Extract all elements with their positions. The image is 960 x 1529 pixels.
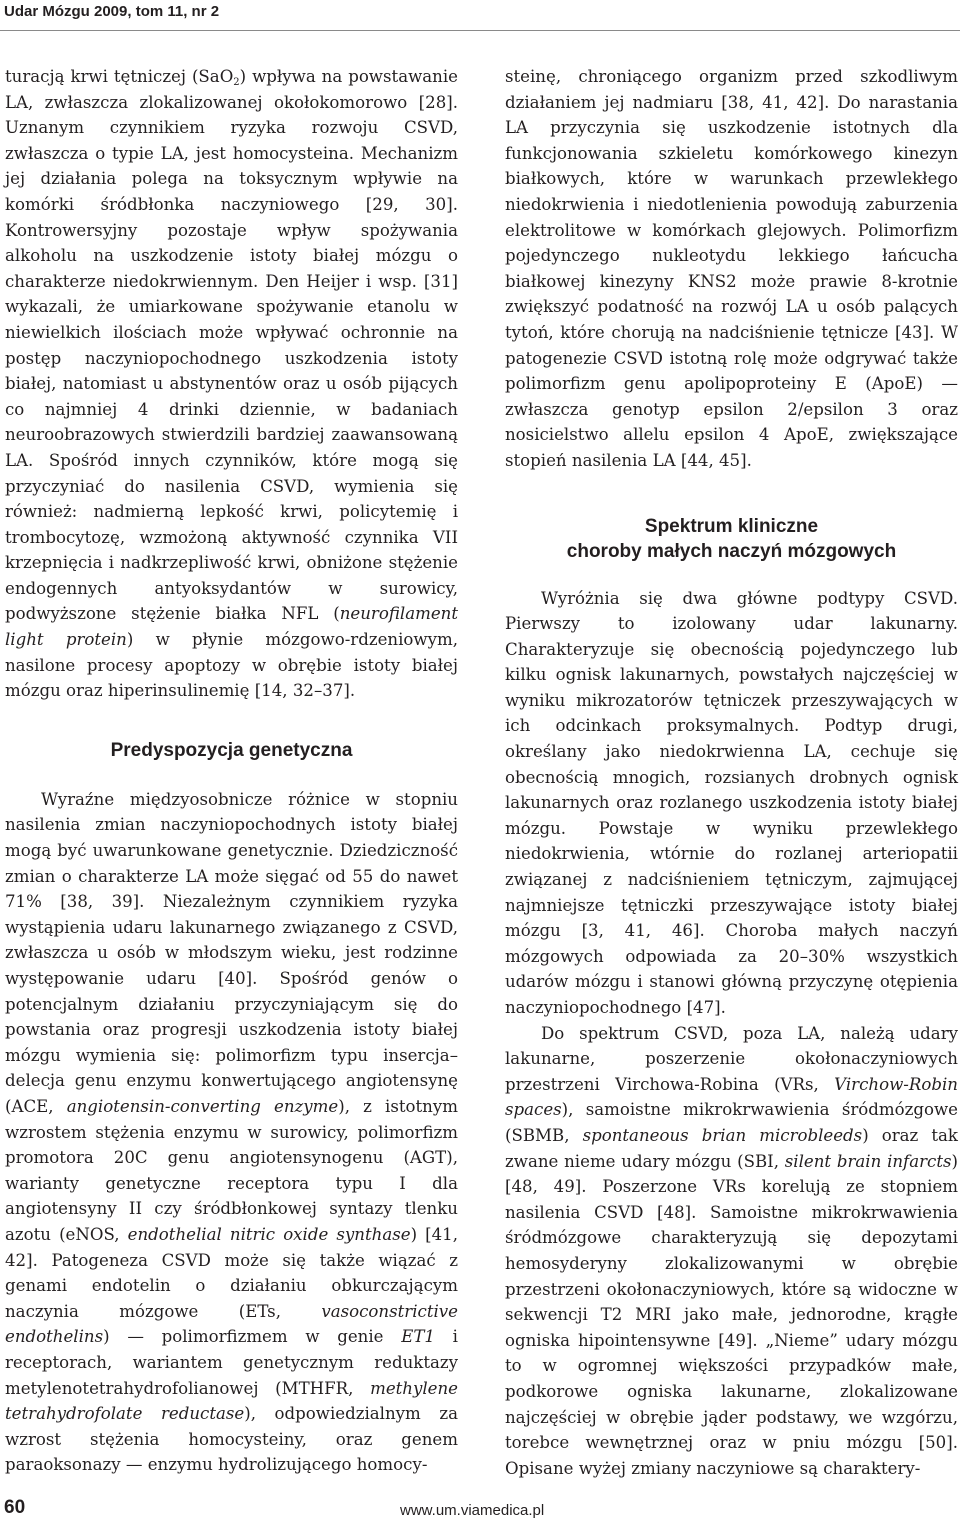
- footer-url[interactable]: www.um.viamedica.pl: [400, 1502, 545, 1519]
- paragraph-text: ) [48, 49]. Poszerzone VRs korelują ze stopniem nasilenia CSVD [48]. Samoistne mikrokrwawienia śródmózgowe charakteryzują się depozytami hemosyderyny zlokalizowanymi w obrębie przestrzeni okołonaczyniowych, które są widoczne w sekwencji T2 MRI jako małe, jednorodne, krągłe ogniska hipointensywne [49]. „Nieme” udary mózgu to w ogromnej większości przypadków małe, podkorowe ogniska lakunarne, zlokalizowane najczęściej w obrębie jąder podstawy, we wzgórzu, torebce wewnętrznej oraz w pniu mózgu [50]. Opisane wyżej zmiany naczyniowe są charaktery-: [505, 1151, 958, 1478]
- italic-term: Virchow-Robin spaces: [505, 1074, 958, 1120]
- paragraph-text: Do spektrum CSVD, poza LA, należą udary lakunarne, poszerzenie okołonaczyniowych przestrzeni Virchowa-Robina (VRs,: [505, 1023, 958, 1094]
- right-column: [505, 64, 958, 1481]
- paragraph-genetics-continued: steinę, chroniącego organizm przed szkodliwym działaniem jej nadmiaru [38, 41, 42]. Do narastania LA przyczynia się uszkodzenie istotnych dla funkcjonowania szkieletu komórkowego kinezyn białkowych, które w warunkach przewlekłego niedokrwienia i niedotlenienia powodują zaburzenia elektrolitowe w komórkach glejowych. Polimorfizm pojedynczego nukleotydu lekkiego łańcucha białkowej kinezyny KNS2 może prawie 8-krotnie zwiększyć podatność na rozwój LA u osób palących tytoń, które chorują na nadciśnienie tętnicze [43]. W patogenezie CSVD istotną rolę może odgrywać także polimorfizm genu apolipoproteiny E (ApoE) — zwłaszcza genotyp epsilon 2/epsilon 3 oraz nosicielstwo allelu epsilon 4 ApoE, zwiększające stopień nasilenia LA [44, 45].: [505, 67, 958, 470]
- heading-line: choroby małych naczyń mózgowych: [566, 540, 897, 562]
- italic-term: methylene tetrahydrofolate reductase: [5, 1378, 458, 1424]
- paragraph-spectrum: [505, 1021, 958, 1482]
- header-divider: [0, 30, 960, 31]
- italic-term: silent brain infarcts: [784, 1151, 952, 1171]
- paragraph-risk-factors: [5, 64, 458, 704]
- paragraph-text: ), z istotnym wzrostem stężenia enzymu w surowicy, polimorfizm promotora 20C genu angiotensynogenu (AGT), warianty genetyczne receptora typu I dla angiotensyny II czy śródbłonkowej syntazy tlenku azotu (eNOS,: [5, 1096, 458, 1244]
- paragraph-text: ) wpływa na powstawanie LA, zwłaszcza zlokalizowanej okołokomorowo [28]. Uznanym czynnikiem ryzyka rozwoju CSVD, zwłaszcza o typie LA, jest homocysteina. Mechanizm jej działania polega na toksycznym wpływie na komórki śródbłonka naczyniowego [29, 30]. Kontrowersyjny pozostaje wpływ spożywania alkoholu na uszkodzenie istoty białej mózgu o charakterze niedokrwiennym. Den Heijer i wsp. [31] wykazali, że umiarkowane spożywanie etanolu w niewielkich ilościach może wpływać ochronnie na postęp naczyniopochodnego uszkodzenia istoty białej, natomiast u abstynentów oraz u osób pijących co najmniej 4 drinki dziennie, w badaniach neuroobrazowych stwierdzili bardziej zaawansowaną LA. Spośród innych czynników, które mogą się przyczyniać do nasilenia CSVD, wymienia się również: nadmierną lepkość krwi, policytemię i trombocytozę, wzmożoną aktywność czynnika VII krzepnięcia i nadkrzepliwość krwi, obniżone stężenie endogennych antyoksydantów w surowicy, podwyższone stężenie białka NFL (: [5, 67, 458, 624]
- left-column: [5, 64, 458, 1478]
- section-heading-genetics: Predyspozycja genetyczna: [110, 739, 353, 761]
- italic-term: neurofilament light protein: [5, 604, 458, 650]
- paragraph-text: ) w płynie mózgowo-rdzeniowym, nasilone procesy apoptozy w obrębie istoty białej mózgu oraz hiperinsulinemię [14, 32–37].: [5, 630, 458, 701]
- paragraph-subtypes: Wyróżnia się dwa główne podtypy CSVD. Pierwszy to izolowany udar lakunarny. Charakteryzuje się obecnością pojedynczego lub kilku ognisk lakunarnych, powstałych najczęściej w wyniku mikrozatorów tętniczek przeszywających w ich odcinkach proksymalnych. Podtyp drugi, określany jako niedokrwienna LA, cechuje się obecnością mnogich, rozsianych drobnych ognisk lakunarnych oraz rozlanego uszkodzenia istoty białej mózgu. Powstaje w wyniku przewlekłego niedokrwienia, wtórnie do rozlanej arteriopatii związanej z nadciśnieniem tętniczym, zajmującej najmniejsze tętniczki przeszywające istoty białej mózgu [3, 41, 46]. Choroba małych naczyń mózgowych odpowiada za 20–30% wszystkich udarów mózgu i stanowi główną przyczynę otępienia naczyniopochodnego [47].: [505, 588, 958, 1017]
- paragraph-text: Wyraźne międzyosobnicze różnice w stopniu nasilenia zmian naczyniopochodnych istoty białej mogą być uwarunkowane genetycznie. Dziedziczność zmian o charakterze LA może sięgać od 55 do nawet 71% [38, 39]. Niezależnym czynnikiem ryzyka wystąpienia udaru lakunarnego związanego z CSVD, zwłaszcza u osób w młodszym wieku, jest rodzinne występowanie udaru [40]. Spośród genów o potencjalnym działaniu przyczyniającym się do powstania oraz progresji uszkodzenia istoty białej mózgu wymienia się: polimorfizm typu insercja–delecja genu enzymu konwertującego angiotensynę (ACE,: [5, 789, 458, 1116]
- heading-line: Spektrum kliniczne: [644, 515, 819, 537]
- italic-term: vasoconstrictive endothelins: [5, 1301, 458, 1347]
- paragraph-text: turacją krwi tętniczej (SaO: [5, 67, 234, 86]
- paragraph-text: ) — polimorfizmem w genie: [103, 1327, 402, 1347]
- italic-term: endothelial nitric oxide synthase: [127, 1224, 411, 1244]
- page-number: 60: [4, 1497, 26, 1518]
- paragraph-text: ), odpowiedzialnym za wzrost stężenia homocysteiny, oraz genem paraoksonazy — enzymu hydrolizującego homocy-: [5, 1404, 458, 1475]
- paragraph-text: ) oraz tak zwane nieme udary mózgu (SBI,: [505, 1125, 958, 1171]
- italic-term: angiotensin-converting enzyme: [66, 1096, 339, 1116]
- paragraph-genetics: [5, 787, 458, 1478]
- subscript: 2: [233, 77, 240, 88]
- italic-term: ET1: [401, 1327, 435, 1347]
- italic-term: spontaneous brian microbleeds: [582, 1125, 863, 1145]
- paragraph-text: i receptorach, wariantem genetycznym reduktazy metylenotetrahydrofolianowej (MTHFR,: [5, 1327, 458, 1398]
- journal-header: Udar Mózgu 2009, tom 11, nr 2: [4, 3, 220, 20]
- paragraph-text: ), samoistne mikrokrwawienia śródmózgowe (SBMB,: [505, 1100, 958, 1145]
- section-heading-clinical-spectrum: [505, 514, 958, 564]
- paragraph-text: ) [41, 42]. Patogeneza CSVD może się także wiązać z genami endotelin o działaniu obkurczającym naczynia mózgowe (ETs,: [5, 1224, 459, 1321]
